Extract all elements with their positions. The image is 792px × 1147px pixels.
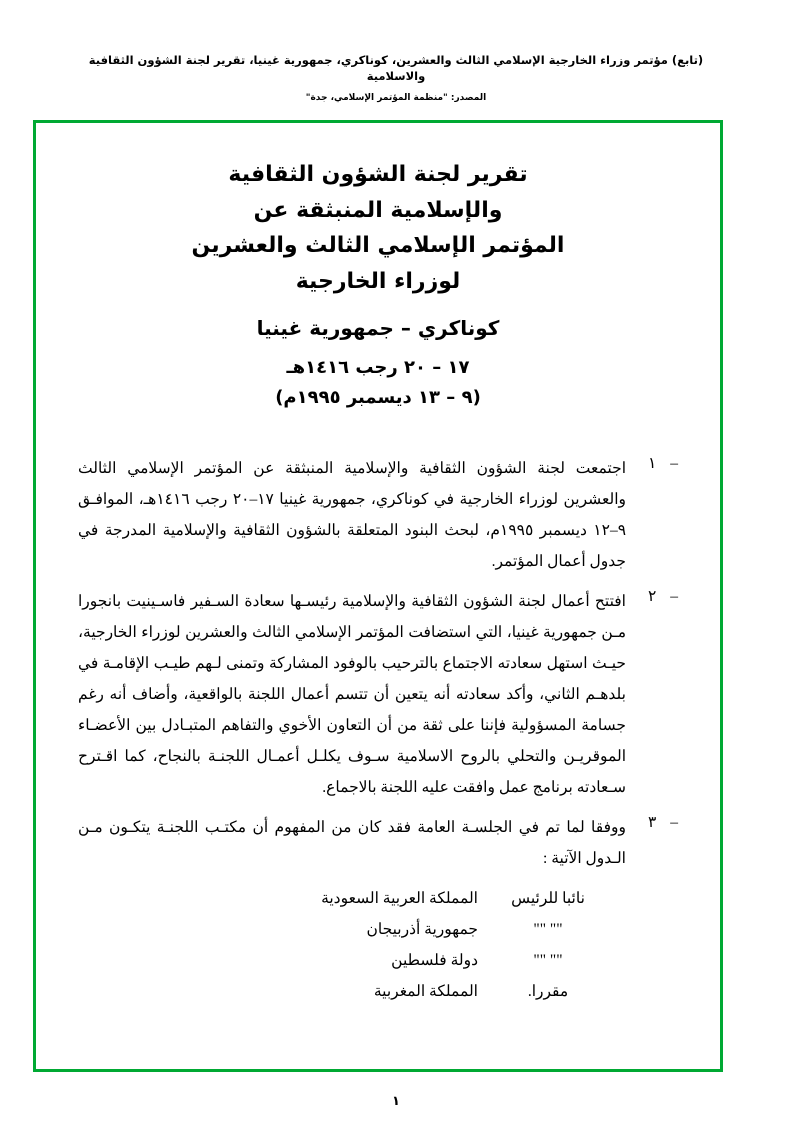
paragraph-dash: – bbox=[670, 455, 678, 473]
list-item bbox=[78, 945, 618, 976]
list-item bbox=[78, 976, 618, 1007]
paragraph-number bbox=[626, 453, 678, 577]
title-date-hijri: ١٧ – ٢٠ رجب ١٤١٦هـ bbox=[286, 356, 470, 378]
list-item bbox=[78, 914, 618, 945]
paragraph-text: ووفقا لما تم في الجلسـة العامة فقد كان من المفهوم أن مكتـب اللجنـة يتكـون مـن الـدول الآتية : bbox=[78, 819, 626, 868]
title-place: كوناكري – جمهورية غينيا bbox=[256, 315, 500, 340]
paragraph-number bbox=[626, 812, 678, 874]
title-line-1: تقرير لجنة الشؤون الثقافية bbox=[228, 162, 528, 187]
member-country: دولة فلسطين bbox=[391, 952, 478, 970]
paragraph-item bbox=[78, 812, 678, 874]
paragraph-dash: – bbox=[670, 588, 678, 606]
paragraph-item bbox=[78, 586, 678, 803]
paragraph-dash: – bbox=[670, 814, 678, 832]
member-country: المملكة المغربية bbox=[373, 983, 478, 1001]
body-paragraphs bbox=[78, 453, 678, 874]
document-title-block bbox=[78, 157, 678, 413]
running-header bbox=[0, 52, 792, 103]
title-line-2: والإسلامية المنبثقة عن bbox=[253, 197, 503, 223]
title-line-4: لوزراء الخارجية bbox=[295, 268, 461, 294]
member-role: "" "" bbox=[533, 952, 563, 970]
page-number: ١ bbox=[392, 1094, 400, 1109]
paragraph-text: افتتح أعمال لجنة الشؤون الثقافية والإسلامية رئيسـها سعادة السـفير فاسـينيت بانجورا مـن جمهورية غينيا، التي استضافت المؤتمر الإسلامي الثالث والعشرين لوزراء الخارجية، حيـث استهل سعادته الاجتماع بالترحيب بالوفود المشاركة وتمنى لـهم طيـب الإقامـة في بلدهـم الثاني، وأكد سعادته أنه يتعين أن تتسم أعمال اللجنة بالواقعية، وأضاف أنه رغم جسامة المسؤولية فإننا على ثقة من أن التعاون الأخوي والتفاهم المتبـادل بين الأعضـاء الموقريـن والتحلي بالروح الاسلامية سـوف يكلـل أعمـال اللجنـة بالنجاح، كما اقـترح سـعادته برنامج عمل وافقت عليه اللجنة بالاجماع. bbox=[78, 593, 626, 797]
running-header-source: المصدر: "منظمة المؤتمر الإسلامي، جدة" bbox=[305, 93, 487, 104]
paragraph-index: ٣ bbox=[648, 814, 657, 832]
paragraph-item bbox=[78, 453, 678, 577]
running-header-title: (تابع) مؤتمر وزراء الخارجية الإسلامي الثالث والعشرين، كوناكري، جمهورية غينيا، تقرير لجنة الشؤون الثقافية والاسلامية bbox=[88, 53, 704, 84]
bureau-members-list bbox=[78, 883, 678, 1007]
title-line-3: المؤتمر الإسلامي الثالث والعشرين bbox=[191, 233, 565, 259]
green-content-frame bbox=[33, 120, 723, 1072]
member-role: نائبا للرئيس bbox=[511, 890, 585, 908]
paragraph-index: ٢ bbox=[648, 588, 657, 606]
list-item bbox=[78, 883, 618, 914]
member-country: جمهورية أذربيجان bbox=[366, 921, 478, 939]
member-role: "" "" bbox=[533, 921, 563, 939]
paragraph-number bbox=[626, 586, 678, 803]
member-country: المملكة العربية السعودية bbox=[321, 890, 478, 908]
title-date-gregorian: (٩ – ١٣ ديسمبر ١٩٩٥م) bbox=[275, 387, 481, 409]
paragraph-index: ١ bbox=[648, 455, 657, 473]
paragraph-text: اجتمعت لجنة الشؤون الثقافية والإسلامية المنبثقة عن المؤتمر الإسلامي الثالث والعشرين لوزراء الخارجية في كوناكري، جمهورية غينيا ١٧–٢٠ رجب ١٤١٦هـ، الموافـق ٩–١٢ ديسمبر ١٩٩٥م، لبحث البنود المتعلقة بالشؤون الثقافية والإسلامية المدرجة في جدول أعمال المؤتمر. bbox=[78, 460, 627, 571]
member-role: مقررا. bbox=[527, 983, 569, 1001]
